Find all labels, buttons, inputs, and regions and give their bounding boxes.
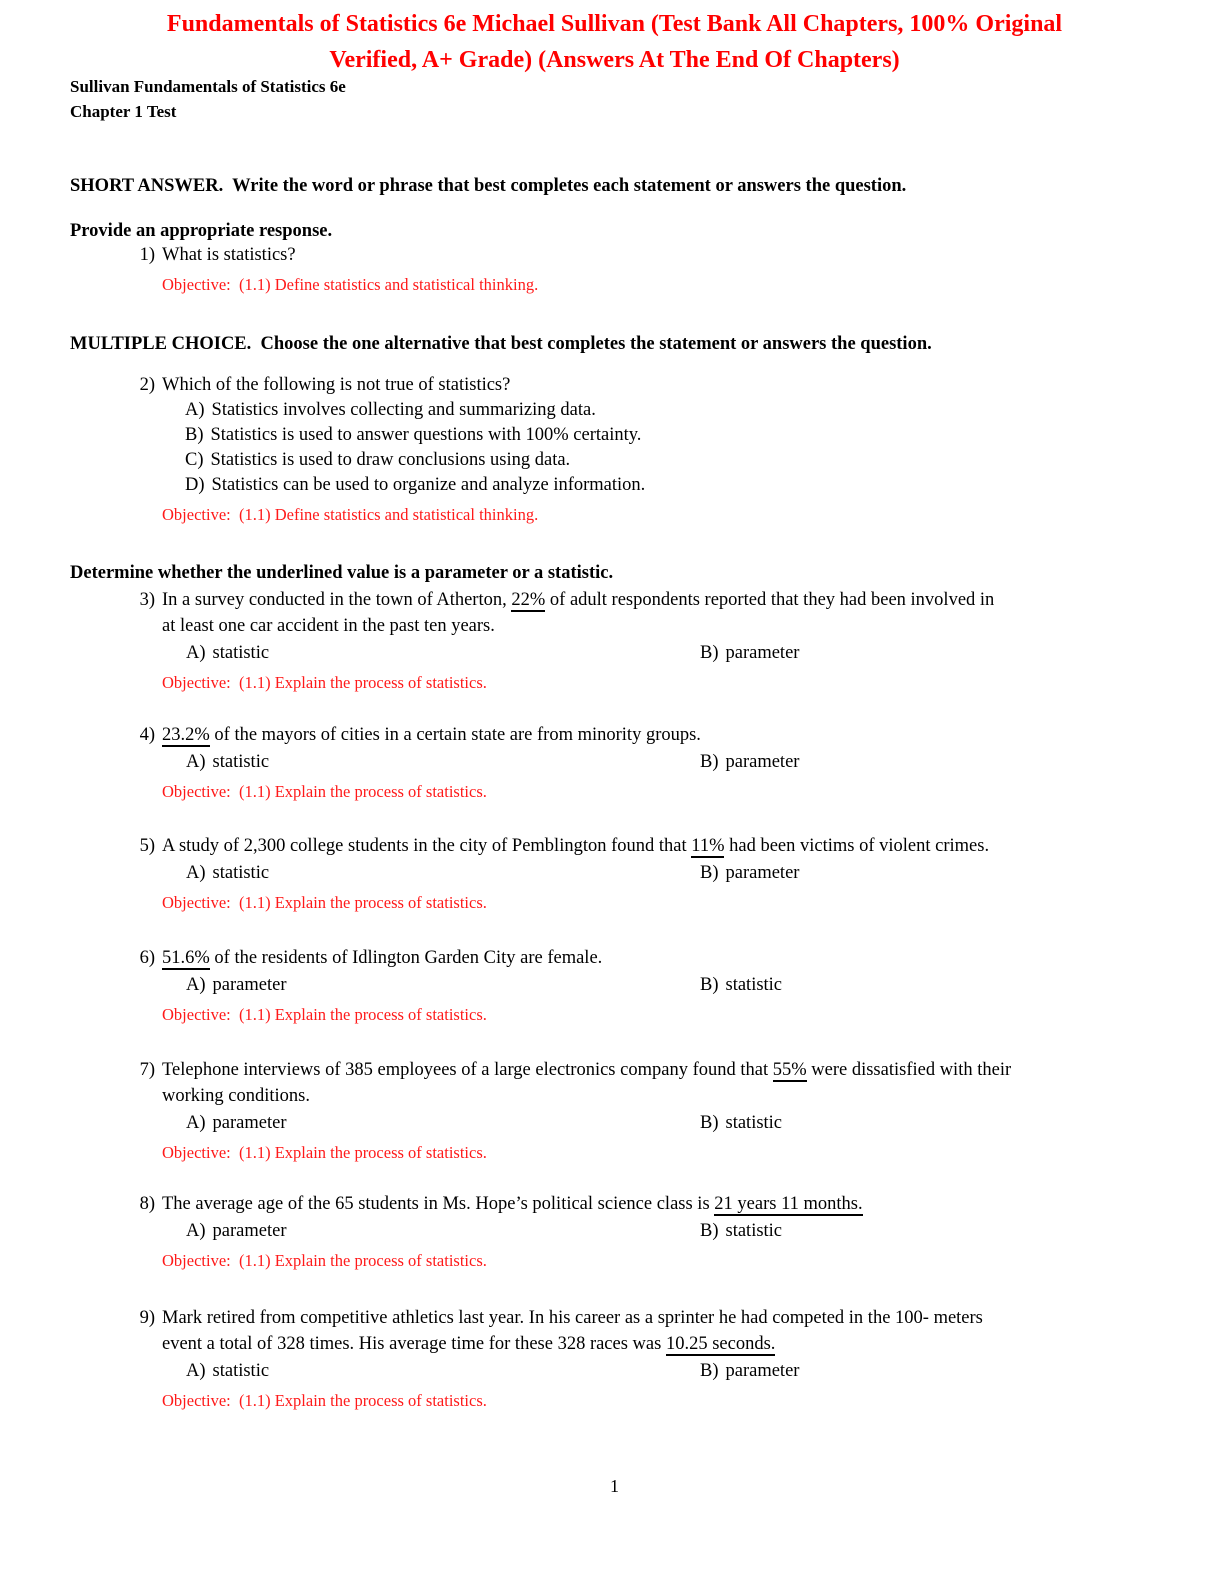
option-text: statistic [725, 1113, 783, 1133]
option-text: Statistics is used to draw conclusions using data. [210, 450, 571, 470]
document-title-line-2: Verified, A+ Grade) (Answers At The End Of Chapters) [329, 47, 900, 73]
multiple-choice-heading: MULTIPLE CHOICE. Choose the one alternative that best completes the statement or answers the question. [70, 334, 932, 354]
question-text-segment: What is statistics? [162, 245, 296, 265]
option-label: C) [185, 450, 204, 470]
option-text: statistic [212, 863, 270, 883]
question-text-segment: In a survey conducted in the town of Atherton, [162, 590, 512, 610]
question-text [162, 242, 1174, 268]
option-label: B) [700, 752, 719, 772]
answer-options [162, 640, 1174, 666]
underlined-value: 55% [772, 1060, 807, 1080]
question-1-line [70, 242, 1174, 268]
question-text-segment: were dissatisfied with their [806, 1060, 1012, 1080]
option-label: A) [186, 1221, 206, 1241]
underlined-value: 22% [511, 590, 546, 610]
question-7 [70, 1057, 1174, 1165]
document-title [0, 6, 1229, 78]
option-b [700, 1358, 799, 1384]
book-title: Sullivan Fundamentals of Statistics 6e [70, 77, 346, 96]
question-text [162, 1305, 1174, 1357]
option-a [186, 863, 269, 883]
question-8 [70, 1191, 1174, 1273]
option-b [700, 1110, 782, 1136]
question-5-line [70, 833, 1174, 859]
option-label: B) [700, 975, 719, 995]
option-label: B) [700, 1113, 719, 1133]
question-text-segment: had been victims of violent crimes. [724, 836, 990, 856]
option-label: B) [700, 863, 719, 883]
answer-options [162, 1358, 1174, 1384]
question-text [162, 372, 1174, 398]
question-text [162, 1191, 1174, 1217]
option-text: Statistics can be used to organize and analyze information. [211, 475, 646, 495]
question-text-segment: A study of 2,300 college students in the city of Pemblington found that [162, 836, 692, 856]
option-text: Statistics is used to answer questions with 100% certainty. [210, 425, 642, 445]
question-3-line [70, 587, 1174, 639]
objective-note: Objective: (1.1) Define statistics and statistical thinking. [162, 505, 539, 524]
question-4 [70, 722, 1174, 804]
option-text: parameter [725, 643, 800, 663]
answer-options [162, 860, 1174, 886]
objective-note: Objective: (1.1) Define statistics and statistical thinking. [162, 275, 539, 294]
option-d [185, 473, 1174, 498]
document-subtitle [70, 74, 1174, 124]
underlined-value: 10.25 seconds. [665, 1334, 776, 1354]
question-6-line [70, 945, 1174, 971]
option-label: B) [185, 425, 204, 445]
page-number: 1 [610, 1476, 619, 1496]
option-text: parameter [212, 1221, 287, 1241]
question-text-segment: event a total of 328 times. His average time for these 328 races was [162, 1334, 666, 1354]
option-text: parameter [725, 752, 800, 772]
question-text-segment: Mark retired from competitive athletics last year. In his career as a sprinter he had competed in the 100- meters [162, 1308, 983, 1328]
question-text-segment: working conditions. [162, 1086, 310, 1106]
objective-note: Objective: (1.1) Explain the process of statistics. [162, 1143, 487, 1162]
option-text: Statistics involves collecting and summarizing data. [211, 400, 596, 420]
question-9 [70, 1305, 1174, 1413]
objective-note: Objective: (1.1) Explain the process of statistics. [162, 673, 487, 692]
question-text-segment: of the residents of Idlington Garden City are female. [209, 948, 603, 968]
option-text: parameter [212, 975, 287, 995]
question-number: 2) [139, 375, 155, 395]
objective-note: Objective: (1.1) Explain the process of statistics. [162, 1251, 487, 1270]
question-text-segment: at least one car accident in the past ten years. [162, 616, 495, 636]
option-label: A) [186, 752, 206, 772]
question-number: 7) [139, 1060, 155, 1080]
option-label: D) [185, 475, 205, 495]
option-label: B) [700, 1221, 719, 1241]
option-b [700, 749, 799, 775]
option-label: A) [186, 863, 206, 883]
option-b [700, 972, 782, 998]
document-title-line-1: Fundamentals of Statistics 6e Michael Sullivan (Test Bank All Chapters, 100% Original [166, 11, 1063, 37]
question-number: 9) [139, 1308, 155, 1328]
answer-options [162, 749, 1174, 775]
option-label: A) [186, 1113, 206, 1133]
option-b [185, 423, 1174, 448]
question-1 [70, 242, 1174, 297]
question-5 [70, 833, 1174, 915]
option-label: A) [186, 643, 206, 663]
question-text [162, 587, 1174, 639]
question-number: 5) [139, 836, 155, 856]
objective-note: Objective: (1.1) Explain the process of statistics. [162, 1391, 487, 1410]
option-c [185, 448, 1174, 473]
answer-options [162, 1110, 1174, 1136]
question-number: 1) [139, 245, 155, 265]
option-text: parameter [725, 863, 800, 883]
option-text: parameter [725, 1361, 800, 1381]
option-a [186, 752, 269, 772]
question-text [162, 833, 1174, 859]
question-number: 6) [139, 948, 155, 968]
underlined-value: 23.2% [162, 725, 210, 745]
option-a [186, 643, 269, 663]
objective-note: Objective: (1.1) Explain the process of statistics. [162, 782, 487, 801]
option-b [700, 1218, 782, 1244]
determine-heading: Determine whether the underlined value is a parameter or a statistic. [70, 563, 614, 583]
question-2 [70, 372, 1174, 527]
option-text: statistic [212, 643, 270, 663]
objective-note: Objective: (1.1) Explain the process of statistics. [162, 893, 487, 912]
option-a [186, 1221, 286, 1241]
question-text [162, 945, 1174, 971]
underlined-value: 11% [691, 836, 725, 856]
question-6 [70, 945, 1174, 1027]
option-a [186, 1113, 286, 1133]
option-text: parameter [212, 1113, 287, 1133]
option-b [700, 640, 799, 666]
option-a [186, 975, 286, 995]
option-text: statistic [212, 1361, 270, 1381]
answer-options [162, 972, 1174, 998]
answer-options [162, 398, 1174, 498]
option-a [185, 398, 1174, 423]
short-answer-directions: Provide an appropriate response. [70, 221, 333, 241]
option-label: A) [186, 1361, 206, 1381]
option-label: A) [185, 400, 205, 420]
question-3 [70, 587, 1174, 695]
objective-note: Objective: (1.1) Explain the process of statistics. [162, 1005, 487, 1024]
option-text: statistic [212, 752, 270, 772]
option-b [700, 860, 799, 886]
question-7-line [70, 1057, 1174, 1109]
option-label: A) [186, 975, 206, 995]
question-text [162, 722, 1174, 748]
question-text [162, 1057, 1174, 1109]
question-2-line [70, 372, 1174, 398]
short-answer-heading: SHORT ANSWER. Write the word or phrase that best completes each statement or answers the question. [70, 176, 907, 196]
question-text-segment: The average age of the 65 students in Ms. Hope’s political science class is [162, 1194, 715, 1214]
question-text-segment: Which of the following is not true of statistics? [162, 375, 511, 395]
chapter-title: Chapter 1 Test [70, 102, 177, 121]
option-label: B) [700, 643, 719, 663]
question-number: 3) [139, 590, 155, 610]
question-text-segment: Telephone interviews of 385 employees of a large electronics company found that [162, 1060, 773, 1080]
underlined-value: 51.6% [162, 948, 210, 968]
option-text: statistic [725, 1221, 783, 1241]
option-label: B) [700, 1361, 719, 1381]
question-9-line [70, 1305, 1174, 1357]
question-4-line [70, 722, 1174, 748]
question-text-segment: of adult respondents reported that they had been involved in [545, 590, 995, 610]
question-text-segment: of the mayors of cities in a certain state are from minority groups. [209, 725, 701, 745]
question-number: 8) [139, 1194, 155, 1214]
question-8-line [70, 1191, 1174, 1217]
option-a [186, 1361, 269, 1381]
answer-options [162, 1218, 1174, 1244]
question-number: 4) [139, 725, 155, 745]
option-text: statistic [725, 975, 783, 995]
underlined-value: 21 years 11 months. [714, 1194, 863, 1214]
